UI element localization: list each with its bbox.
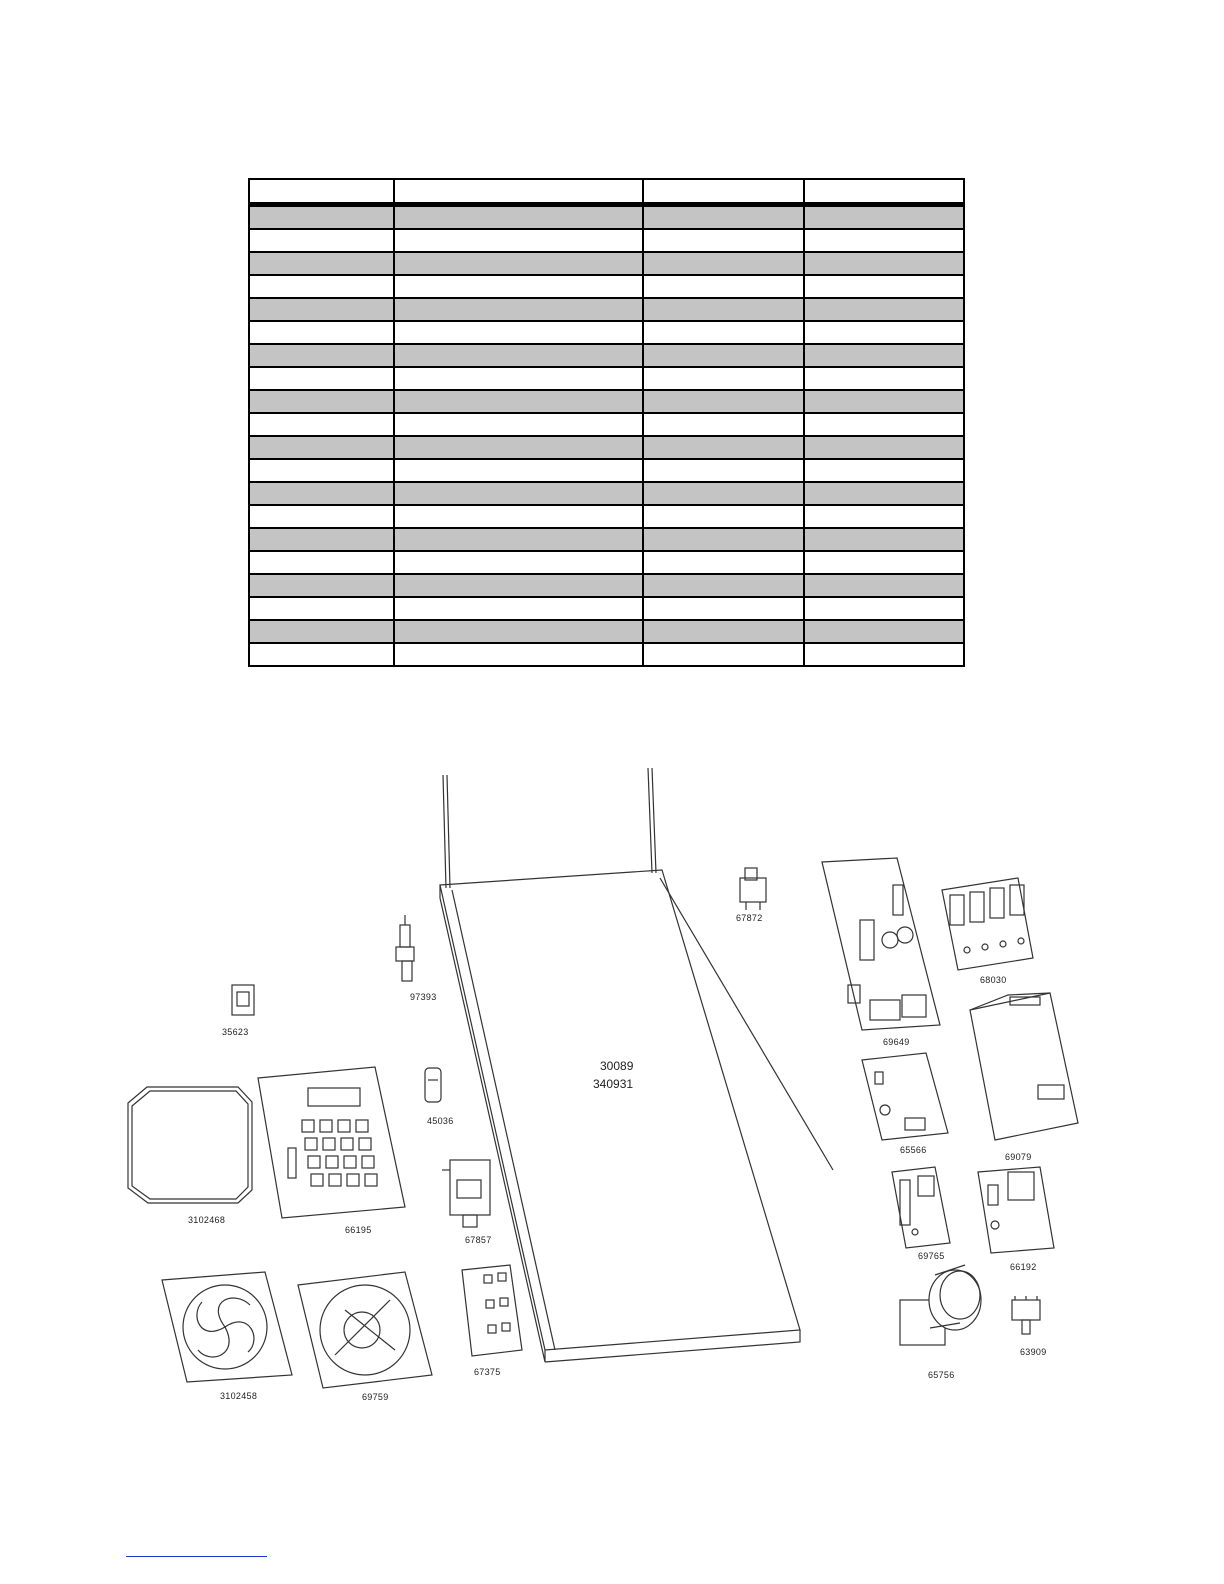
table-row — [249, 390, 964, 413]
footer-rule — [126, 1556, 267, 1557]
table-cell — [249, 551, 394, 574]
header-cell — [643, 179, 804, 205]
table-cell — [394, 205, 643, 230]
part-label-69765: 69765 — [918, 1251, 945, 1261]
table-cell — [249, 574, 394, 597]
table-cell — [249, 643, 394, 666]
part-label-67857: 67857 — [465, 1235, 492, 1245]
table-cell — [249, 482, 394, 505]
table-cell — [249, 367, 394, 390]
fanguard-3102458-drawing — [162, 1272, 292, 1382]
part-label-68030: 68030 — [980, 975, 1007, 985]
table-row — [249, 459, 964, 482]
panel-label-2: 340931 — [593, 1077, 634, 1091]
table-cell — [394, 275, 643, 298]
board-65566-drawing — [862, 1053, 948, 1140]
table-cell — [643, 620, 804, 643]
table-row — [249, 252, 964, 275]
table-row — [249, 597, 964, 620]
table-row — [249, 528, 964, 551]
fuseholder-97393-drawing — [396, 915, 414, 981]
table-row — [249, 413, 964, 436]
table-cell — [804, 321, 964, 344]
table-cell — [643, 482, 804, 505]
table-cell — [643, 275, 804, 298]
table-row — [249, 620, 964, 643]
table-cell — [804, 298, 964, 321]
table-cell — [249, 321, 394, 344]
part-label-3102468: 3102468 — [188, 1215, 226, 1225]
table-cell — [804, 551, 964, 574]
table-cell — [804, 367, 964, 390]
table-cell — [643, 344, 804, 367]
table-cell — [249, 229, 394, 252]
part-label-45036: 45036 — [427, 1116, 454, 1126]
table-cell — [249, 252, 394, 275]
table-cell — [394, 344, 643, 367]
table-cell — [643, 597, 804, 620]
table-header-row — [249, 179, 964, 205]
table-row — [249, 551, 964, 574]
motor-65756-drawing — [900, 1265, 981, 1345]
table-row — [249, 643, 964, 666]
table-row — [249, 367, 964, 390]
table-cell — [643, 574, 804, 597]
part-label-65756: 65756 — [928, 1370, 955, 1380]
table-cell — [643, 436, 804, 459]
table-cell — [804, 390, 964, 413]
table-cell — [643, 390, 804, 413]
part-label-67375: 67375 — [474, 1367, 501, 1377]
part-label-65566: 65566 — [900, 1145, 927, 1155]
table-row — [249, 205, 964, 230]
header-cell — [249, 179, 394, 205]
table-cell — [804, 528, 964, 551]
table-cell — [643, 321, 804, 344]
table-cell — [804, 344, 964, 367]
pot-63909-drawing — [1012, 1296, 1040, 1334]
exploded-parts-diagram — [0, 760, 1224, 1420]
table-row — [249, 505, 964, 528]
table-body — [249, 205, 964, 667]
filter-3102468-drawing — [128, 1087, 252, 1203]
part-label-66192: 66192 — [1010, 1262, 1037, 1272]
header-cell — [804, 179, 964, 205]
table-cell — [804, 436, 964, 459]
table-row — [249, 344, 964, 367]
psu-69079-drawing — [970, 993, 1078, 1140]
table-cell — [394, 390, 643, 413]
table-cell — [804, 643, 964, 666]
part-label-69759: 69759 — [362, 1392, 389, 1402]
table-cell — [804, 275, 964, 298]
table-cell — [394, 459, 643, 482]
breaker-68030-drawing — [942, 878, 1033, 970]
board-69649-drawing — [822, 858, 940, 1030]
connector-67872-drawing — [740, 868, 766, 910]
component-45036-drawing — [425, 1068, 441, 1102]
table-cell — [804, 205, 964, 230]
table-row — [249, 482, 964, 505]
table-cell — [249, 390, 394, 413]
switch-35623-drawing — [232, 985, 254, 1015]
table-cell — [643, 643, 804, 666]
table-cell — [804, 229, 964, 252]
table-cell — [249, 275, 394, 298]
board-69765-drawing — [892, 1167, 950, 1248]
board-66192-drawing — [978, 1167, 1054, 1253]
table-cell — [394, 298, 643, 321]
relay-67857-drawing — [442, 1160, 490, 1227]
table-cell — [394, 413, 643, 436]
table-cell — [394, 551, 643, 574]
table-cell — [804, 620, 964, 643]
table-cell — [249, 597, 394, 620]
header-cell — [394, 179, 643, 205]
table-cell — [804, 597, 964, 620]
table-cell — [394, 574, 643, 597]
table-cell — [249, 620, 394, 643]
table-cell — [804, 505, 964, 528]
table-cell — [249, 205, 394, 230]
table-cell — [643, 505, 804, 528]
table-cell — [643, 298, 804, 321]
table-cell — [394, 643, 643, 666]
table-row — [249, 298, 964, 321]
part-label-63909: 63909 — [1020, 1347, 1047, 1357]
table-cell — [804, 459, 964, 482]
table-row — [249, 436, 964, 459]
part-label-69079: 69079 — [1005, 1152, 1032, 1162]
table-row — [249, 574, 964, 597]
table-cell — [643, 252, 804, 275]
table-cell — [249, 298, 394, 321]
table-cell — [249, 436, 394, 459]
table-row — [249, 321, 964, 344]
table-cell — [249, 505, 394, 528]
part-label-97393: 97393 — [410, 992, 437, 1002]
table-cell — [394, 620, 643, 643]
table-cell — [804, 482, 964, 505]
fan-69759-drawing — [298, 1272, 432, 1388]
table-cell — [643, 528, 804, 551]
table-cell — [643, 551, 804, 574]
table-cell — [804, 252, 964, 275]
table-cell — [643, 205, 804, 230]
keypad-66195-drawing — [258, 1067, 405, 1218]
contactor-67375-drawing — [462, 1265, 522, 1356]
panel-label-1: 30089 — [600, 1059, 634, 1073]
table-cell — [249, 528, 394, 551]
table-cell — [394, 229, 643, 252]
part-label-69649: 69649 — [883, 1037, 910, 1047]
part-label-67872: 67872 — [736, 913, 763, 923]
parts-table — [248, 178, 965, 667]
table-cell — [394, 528, 643, 551]
table-cell — [643, 459, 804, 482]
part-label-66195: 66195 — [345, 1225, 372, 1235]
part-label-35623: 35623 — [222, 1027, 249, 1037]
table-cell — [804, 413, 964, 436]
table-cell — [394, 367, 643, 390]
table-row — [249, 275, 964, 298]
table-cell — [394, 436, 643, 459]
table-cell — [643, 413, 804, 436]
part-label-3102458: 3102458 — [220, 1391, 258, 1401]
table-cell — [643, 229, 804, 252]
table-cell — [643, 367, 804, 390]
table-cell — [394, 505, 643, 528]
table-cell — [249, 413, 394, 436]
table-cell — [394, 321, 643, 344]
table-cell — [394, 252, 643, 275]
table-cell — [394, 482, 643, 505]
table-cell — [249, 344, 394, 367]
table-cell — [394, 597, 643, 620]
table-cell — [249, 459, 394, 482]
table-row — [249, 229, 964, 252]
table-cell — [804, 574, 964, 597]
